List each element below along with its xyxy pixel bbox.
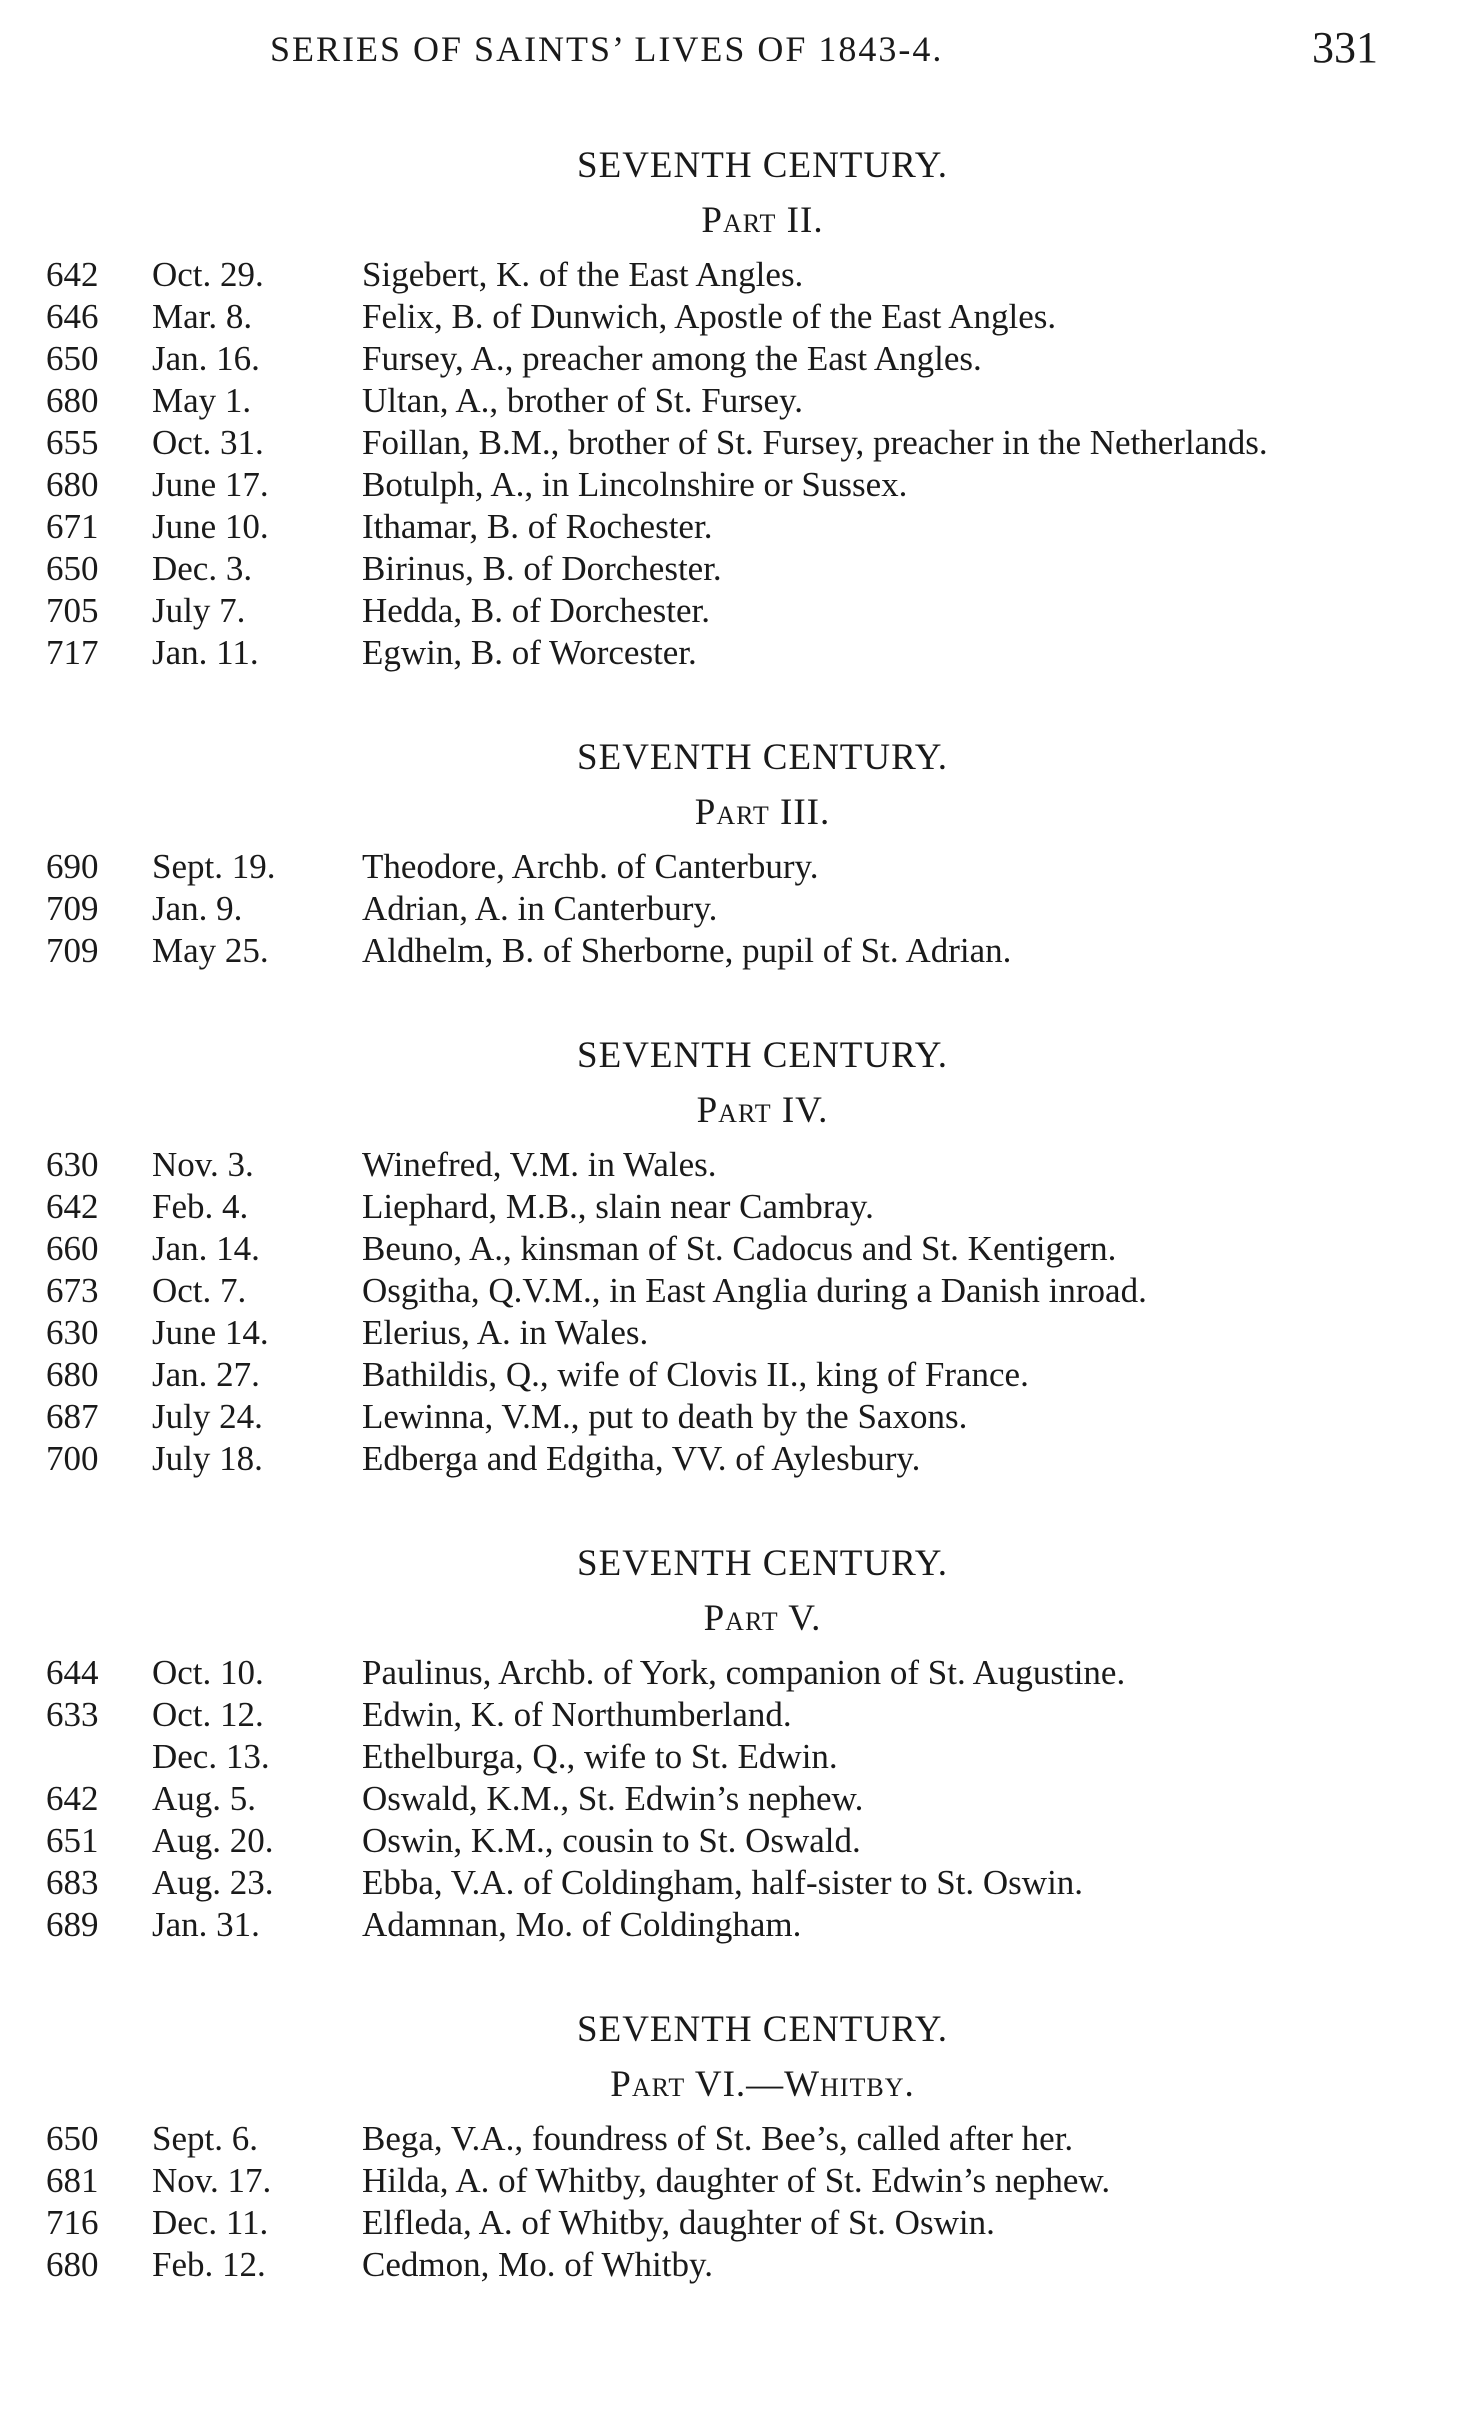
- saint-entry: [0, 1312, 1465, 1354]
- entry-date: Sept. 6.: [152, 2119, 258, 2158]
- part-heading: Part III.: [694, 792, 831, 833]
- entry-date: Jan. 11.: [152, 633, 259, 672]
- entry-year: 633: [46, 1695, 99, 1734]
- entry-year: 680: [46, 381, 99, 420]
- entry-year: 709: [46, 931, 99, 970]
- entry-description: Ultan, A., brother of St. Fursey.: [362, 381, 804, 420]
- entry-date: June 14.: [152, 1313, 269, 1352]
- century-section: [0, 1030, 1465, 1480]
- saint-entry: [0, 380, 1465, 422]
- saint-entry: [0, 1270, 1465, 1312]
- entry-year: 680: [46, 465, 99, 504]
- saint-entry: [0, 1736, 1465, 1778]
- saint-entry: [0, 1354, 1465, 1396]
- entry-year: 646: [46, 297, 99, 336]
- entry-date: Sept. 19.: [152, 847, 276, 886]
- entry-description: Sigebert, K. of the East Angles.: [362, 255, 804, 294]
- saint-entry: [0, 930, 1465, 972]
- saint-entry: [0, 846, 1465, 888]
- entry-description: Winefred, V.M. in Wales.: [362, 1145, 717, 1184]
- entry-description: Ebba, V.A. of Coldingham, half-sister to St. Oswin.: [362, 1863, 1084, 1902]
- entry-description: Bathildis, Q., wife of Clovis II., king of France.: [362, 1355, 1029, 1394]
- entry-description: Cedmon, Mo. of Whitby.: [362, 2245, 713, 2284]
- saint-entry: [0, 2202, 1465, 2244]
- entry-description: Adamnan, Mo. of Coldingham.: [362, 1905, 802, 1944]
- entry-date: Oct. 10.: [152, 1653, 264, 1692]
- entry-description: Foillan, B.M., brother of St. Fursey, preacher in the Netherlands.: [362, 423, 1268, 462]
- saint-entry: [0, 1396, 1465, 1438]
- century-section: [0, 140, 1465, 674]
- entry-date: Dec. 13.: [152, 1737, 270, 1776]
- saint-entry: [0, 888, 1465, 930]
- entry-description: Edberga and Edgitha, VV. of Aylesbury.: [362, 1439, 921, 1478]
- entry-date: July 24.: [152, 1397, 263, 1436]
- saint-entry: [0, 1144, 1465, 1186]
- entry-description: Elfleda, A. of Whitby, daughter of St. Oswin.: [362, 2203, 995, 2242]
- entry-description: Bega, V.A., foundress of St. Bee’s, called after her.: [362, 2119, 1074, 2158]
- saint-entry: [0, 2160, 1465, 2202]
- entry-description: Aldhelm, B. of Sherborne, pupil of St. Adrian.: [362, 931, 1012, 970]
- entry-year: 660: [46, 1229, 99, 1268]
- century-heading: SEVENTH CENTURY.: [577, 2009, 948, 2050]
- part-heading: Part II.: [701, 200, 824, 241]
- saint-entry: [0, 1438, 1465, 1480]
- entry-description: Lewinna, V.M., put to death by the Saxons.: [362, 1397, 968, 1436]
- entry-year: 689: [46, 1905, 99, 1944]
- entry-date: Dec. 3.: [152, 549, 253, 588]
- entry-date: Jan. 31.: [152, 1905, 260, 1944]
- entry-year: 683: [46, 1863, 99, 1902]
- entry-description: Adrian, A. in Canterbury.: [362, 889, 718, 928]
- entry-year: 642: [46, 1187, 99, 1226]
- entry-year: 651: [46, 1821, 99, 1860]
- part-heading: Part V.: [703, 1598, 822, 1639]
- entry-date: Oct. 29.: [152, 255, 264, 294]
- entry-date: Oct. 31.: [152, 423, 264, 462]
- saint-entries: [0, 1144, 1465, 1480]
- entry-description: Egwin, B. of Worcester.: [362, 633, 697, 672]
- entry-description: Osgitha, Q.V.M., in East Anglia during a Danish inroad.: [362, 1271, 1147, 1310]
- entry-year: 650: [46, 339, 99, 378]
- entry-description: Edwin, K. of Northumberland.: [362, 1695, 792, 1734]
- entry-year: 644: [46, 1653, 99, 1692]
- saint-entries: [0, 1652, 1465, 1946]
- saint-entry: [0, 1904, 1465, 1946]
- running-title: SERIES OF SAINTS’ LIVES OF 1843-4.: [270, 29, 944, 69]
- part-heading: Part IV.: [696, 1090, 829, 1131]
- entry-year: 680: [46, 2245, 99, 2284]
- entry-description: Birinus, B. of Dorchester.: [362, 549, 722, 588]
- entry-year: 716: [46, 2203, 99, 2242]
- entry-date: Aug. 20.: [152, 1821, 274, 1860]
- entry-date: Oct. 12.: [152, 1695, 264, 1734]
- page-number: 331: [1312, 23, 1378, 72]
- entry-date: July 18.: [152, 1439, 263, 1478]
- saint-entry: [0, 338, 1465, 380]
- entry-year: 655: [46, 423, 99, 462]
- entry-year: 681: [46, 2161, 99, 2200]
- saint-entry: [0, 1652, 1465, 1694]
- century-heading: SEVENTH CENTURY.: [577, 1543, 948, 1584]
- entry-year: 680: [46, 1355, 99, 1394]
- saints-list: [0, 140, 1465, 2344]
- entry-description: Felix, B. of Dunwich, Apostle of the East Angles.: [362, 297, 1057, 336]
- entry-date: Aug. 5.: [152, 1779, 257, 1818]
- saint-entry: [0, 2244, 1465, 2286]
- entry-year: 700: [46, 1439, 99, 1478]
- entry-year: 687: [46, 1397, 99, 1436]
- saint-entry: [0, 2118, 1465, 2160]
- saint-entry: [0, 506, 1465, 548]
- entry-year: 690: [46, 847, 99, 886]
- saint-entry: [0, 1778, 1465, 1820]
- century-section: [0, 2004, 1465, 2286]
- entry-date: Jan. 16.: [152, 339, 260, 378]
- saint-entry: [0, 632, 1465, 674]
- entry-date: Mar. 8.: [152, 297, 253, 336]
- entry-date: Feb. 4.: [152, 1187, 249, 1226]
- entry-description: Oswin, K.M., cousin to St. Oswald.: [362, 1821, 861, 1860]
- entry-description: Paulinus, Archb. of York, companion of St. Augustine.: [362, 1653, 1126, 1692]
- entry-year: 705: [46, 591, 99, 630]
- century-heading: SEVENTH CENTURY.: [577, 1035, 948, 1076]
- entry-date: June 10.: [152, 507, 269, 546]
- century-heading: SEVENTH CENTURY.: [577, 737, 948, 778]
- entry-description: Hilda, A. of Whitby, daughter of St. Edwin’s nephew.: [362, 2161, 1111, 2200]
- entry-description: Ethelburga, Q., wife to St. Edwin.: [362, 1737, 838, 1776]
- saint-entry: [0, 464, 1465, 506]
- entry-year: 717: [46, 633, 99, 672]
- running-head: [0, 22, 1465, 82]
- saint-entry: [0, 296, 1465, 338]
- entry-year: 630: [46, 1145, 99, 1184]
- saint-entry: [0, 1228, 1465, 1270]
- part-heading: Part VI.—Whitby.: [610, 2064, 915, 2105]
- entry-year: 630: [46, 1313, 99, 1352]
- entry-description: Botulph, A., in Lincolnshire or Sussex.: [362, 465, 908, 504]
- entry-year: 673: [46, 1271, 99, 1310]
- entry-year: 650: [46, 549, 99, 588]
- saint-entries: [0, 846, 1465, 972]
- saint-entry: [0, 590, 1465, 632]
- entry-date: July 7.: [152, 591, 246, 630]
- entry-date: June 17.: [152, 465, 269, 504]
- entry-year: 642: [46, 1779, 99, 1818]
- saint-entry: [0, 548, 1465, 590]
- century-section: [0, 1538, 1465, 1946]
- entry-year: 709: [46, 889, 99, 928]
- saint-entry: [0, 1186, 1465, 1228]
- entry-description: Liephard, M.B., slain near Cambray.: [362, 1187, 874, 1226]
- saint-entries: [0, 254, 1465, 674]
- entry-description: Ithamar, B. of Rochester.: [362, 507, 713, 546]
- entry-date: Feb. 12.: [152, 2245, 266, 2284]
- century-section: [0, 732, 1465, 972]
- entry-description: Theodore, Archb. of Canterbury.: [362, 847, 819, 886]
- entry-description: Beuno, A., kinsman of St. Cadocus and St. Kentigern.: [362, 1229, 1117, 1268]
- entry-date: Aug. 23.: [152, 1863, 274, 1902]
- saint-entry: [0, 1820, 1465, 1862]
- entry-date: Oct. 7.: [152, 1271, 247, 1310]
- entry-date: Jan. 9.: [152, 889, 243, 928]
- entry-description: Elerius, A. in Wales.: [362, 1313, 649, 1352]
- entry-date: Jan. 14.: [152, 1229, 260, 1268]
- entry-date: Nov. 17.: [152, 2161, 272, 2200]
- entry-description: Hedda, B. of Dorchester.: [362, 591, 710, 630]
- entry-date: May 1.: [152, 381, 252, 420]
- entry-date: May 25.: [152, 931, 269, 970]
- saint-entry: [0, 422, 1465, 464]
- entry-date: Nov. 3.: [152, 1145, 254, 1184]
- entry-year: 642: [46, 255, 99, 294]
- saint-entries: [0, 2118, 1465, 2286]
- entry-date: Jan. 27.: [152, 1355, 260, 1394]
- saint-entry: [0, 1694, 1465, 1736]
- entry-year: 650: [46, 2119, 99, 2158]
- saint-entry: [0, 254, 1465, 296]
- saint-entry: [0, 1862, 1465, 1904]
- entry-description: Fursey, A., preacher among the East Angles.: [362, 339, 982, 378]
- entry-year: 671: [46, 507, 99, 546]
- entry-description: Oswald, K.M., St. Edwin’s nephew.: [362, 1779, 864, 1818]
- entry-date: Dec. 11.: [152, 2203, 269, 2242]
- century-heading: SEVENTH CENTURY.: [577, 145, 948, 186]
